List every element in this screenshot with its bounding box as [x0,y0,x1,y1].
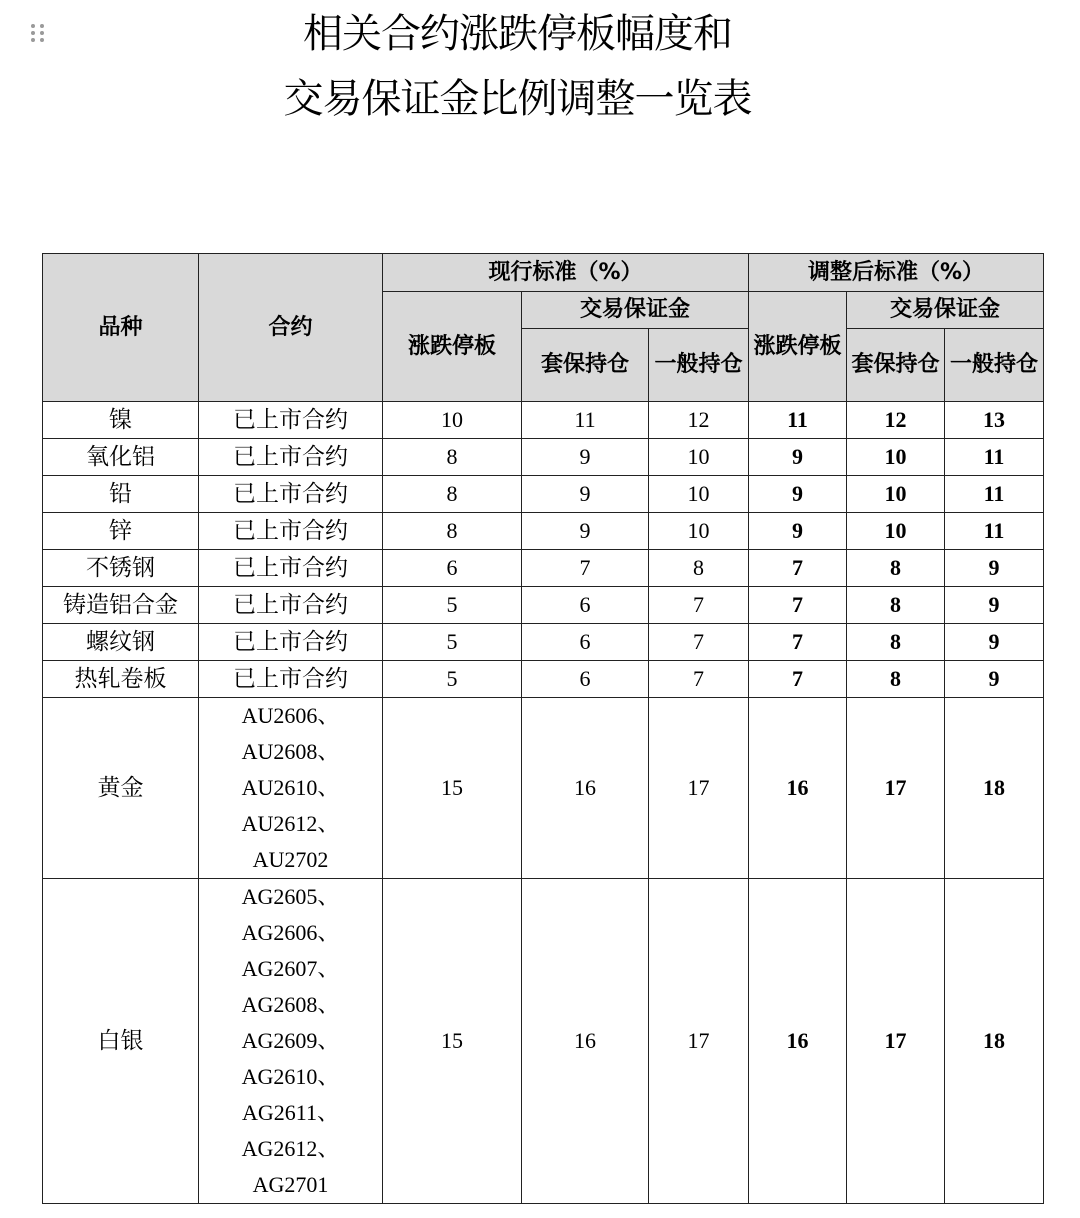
contract-code: 已上市合约 [233,518,348,544]
contract-code: AU2702 [252,847,329,872]
cell-adjusted-hedge: 17 [847,879,945,1204]
cell-current-hedge: 6 [522,624,649,661]
cell-current-general: 10 [649,476,749,513]
cell-current-hedge: 11 [522,402,649,439]
table-body [43,402,1044,1204]
contract-code: AU2608、 [241,739,340,764]
cell-variety: 不锈钢 [43,550,199,587]
cell-current-hedge: 9 [522,476,649,513]
cell-adjusted-limit: 16 [749,698,847,879]
table-row [43,698,1044,879]
header-current-margin: 交易保证金 [522,292,749,329]
cell-adjusted-general: 18 [945,698,1044,879]
contract-code: AU2610、 [241,775,340,800]
cell-current-limit: 8 [383,476,522,513]
cell-adjusted-hedge: 10 [847,476,945,513]
cell-adjusted-limit: 9 [749,476,847,513]
contract-code: 已上市合约 [233,555,348,581]
header-contract: 合约 [199,254,383,402]
cell-contract [199,550,383,587]
cell-current-limit: 8 [383,513,522,550]
cell-current-limit: 5 [383,624,522,661]
contract-code: AG2605、 [241,884,340,909]
cell-adjusted-general: 9 [945,587,1044,624]
cell-current-hedge: 9 [522,513,649,550]
cell-current-general: 17 [649,698,749,879]
contract-code: 已上市合约 [233,407,348,433]
cell-adjusted-general: 9 [945,661,1044,698]
header-adjusted-standard: 调整后标准（%） [749,254,1044,292]
contract-code: AG2610、 [241,1064,340,1089]
cell-current-hedge: 6 [522,587,649,624]
cell-contract [199,476,383,513]
cell-variety: 镍 [43,402,199,439]
cell-adjusted-limit: 7 [749,661,847,698]
table-row [43,513,1044,550]
cell-current-limit: 15 [383,698,522,879]
cell-adjusted-general: 18 [945,879,1044,1204]
contract-code: AG2609、 [241,1028,340,1053]
cell-current-limit: 15 [383,879,522,1204]
cell-current-limit: 10 [383,402,522,439]
contract-code: AG2607、 [241,956,340,981]
cell-current-general: 7 [649,661,749,698]
table-row [43,439,1044,476]
cell-contract [199,624,383,661]
header-current-general: 一般持仓 [649,329,749,402]
table-row [43,879,1044,1204]
cell-variety: 热轧卷板 [43,661,199,698]
cell-current-general: 10 [649,513,749,550]
cell-contract [199,513,383,550]
cell-current-limit: 6 [383,550,522,587]
page-title-line-2: 交易保证金比例调整一览表 [283,76,752,122]
cell-adjusted-hedge: 10 [847,513,945,550]
cell-adjusted-hedge: 8 [847,624,945,661]
header-current-hedge: 套保持仓 [522,329,649,402]
adjustment-table [42,253,1044,1204]
table-row [43,550,1044,587]
cell-variety: 铸造铝合金 [43,587,199,624]
cell-adjusted-limit: 7 [749,624,847,661]
cell-adjusted-general: 9 [945,624,1044,661]
cell-adjusted-limit: 9 [749,439,847,476]
cell-current-hedge: 16 [522,879,649,1204]
cell-adjusted-hedge: 8 [847,661,945,698]
cell-current-general: 17 [649,879,749,1204]
header-adjusted-limit: 涨跌停板 [749,292,847,402]
cell-variety: 铅 [43,476,199,513]
cell-adjusted-limit: 7 [749,587,847,624]
cell-adjusted-general: 13 [945,402,1044,439]
cell-variety: 白银 [43,879,199,1204]
cell-current-limit: 8 [383,439,522,476]
header-adjusted-margin: 交易保证金 [847,292,1044,329]
cell-variety: 黄金 [43,698,199,879]
contract-code: 已上市合约 [233,481,348,507]
contract-code: AG2611、 [242,1100,339,1125]
cell-adjusted-general: 9 [945,550,1044,587]
cell-contract [199,439,383,476]
contract-code: AG2606、 [241,920,340,945]
cell-current-general: 8 [649,550,749,587]
cell-current-general: 12 [649,402,749,439]
cell-adjusted-limit: 16 [749,879,847,1204]
contract-code: AU2612、 [241,811,340,836]
contract-code: 已上市合约 [233,592,348,618]
header-adjusted-hedge: 套保持仓 [847,329,945,402]
cell-current-hedge: 6 [522,661,649,698]
cell-current-general: 7 [649,624,749,661]
cell-current-hedge: 16 [522,698,649,879]
contract-code: AG2701 [252,1172,329,1197]
table-row [43,402,1044,439]
cell-variety: 氧化铝 [43,439,199,476]
table-row [43,624,1044,661]
cell-current-limit: 5 [383,661,522,698]
header-variety: 品种 [43,254,199,402]
cell-contract [199,402,383,439]
cell-adjusted-hedge: 10 [847,439,945,476]
contract-code: 已上市合约 [233,629,348,655]
cell-current-general: 7 [649,587,749,624]
cell-current-hedge: 9 [522,439,649,476]
contract-code: AG2608、 [241,992,340,1017]
cell-variety: 螺纹钢 [43,624,199,661]
cell-adjusted-general: 11 [945,439,1044,476]
table-row [43,661,1044,698]
cell-adjusted-general: 11 [945,513,1044,550]
cell-adjusted-general: 11 [945,476,1044,513]
cell-adjusted-hedge: 12 [847,402,945,439]
header-current-standard: 现行标准（%） [383,254,749,292]
cell-adjusted-hedge: 17 [847,698,945,879]
cell-adjusted-limit: 9 [749,513,847,550]
contract-code: 已上市合约 [233,444,348,470]
page-title-line-1: 相关合约涨跌停板幅度和 [303,11,732,57]
table-row [43,476,1044,513]
contract-code: 已上市合约 [233,666,348,692]
header-current-limit: 涨跌停板 [383,292,522,402]
cell-contract [199,879,383,1204]
cell-current-limit: 5 [383,587,522,624]
cell-contract [199,661,383,698]
cell-current-general: 10 [649,439,749,476]
cell-contract [199,698,383,879]
header-adjusted-general: 一般持仓 [945,329,1044,402]
cell-adjusted-limit: 11 [749,402,847,439]
cell-adjusted-hedge: 8 [847,550,945,587]
cell-current-hedge: 7 [522,550,649,587]
cell-adjusted-limit: 7 [749,550,847,587]
table-row [43,587,1044,624]
cell-contract [199,587,383,624]
cell-variety: 锌 [43,513,199,550]
contract-code: AG2612、 [241,1136,340,1161]
contract-code: AU2606、 [241,703,340,728]
cell-adjusted-hedge: 8 [847,587,945,624]
